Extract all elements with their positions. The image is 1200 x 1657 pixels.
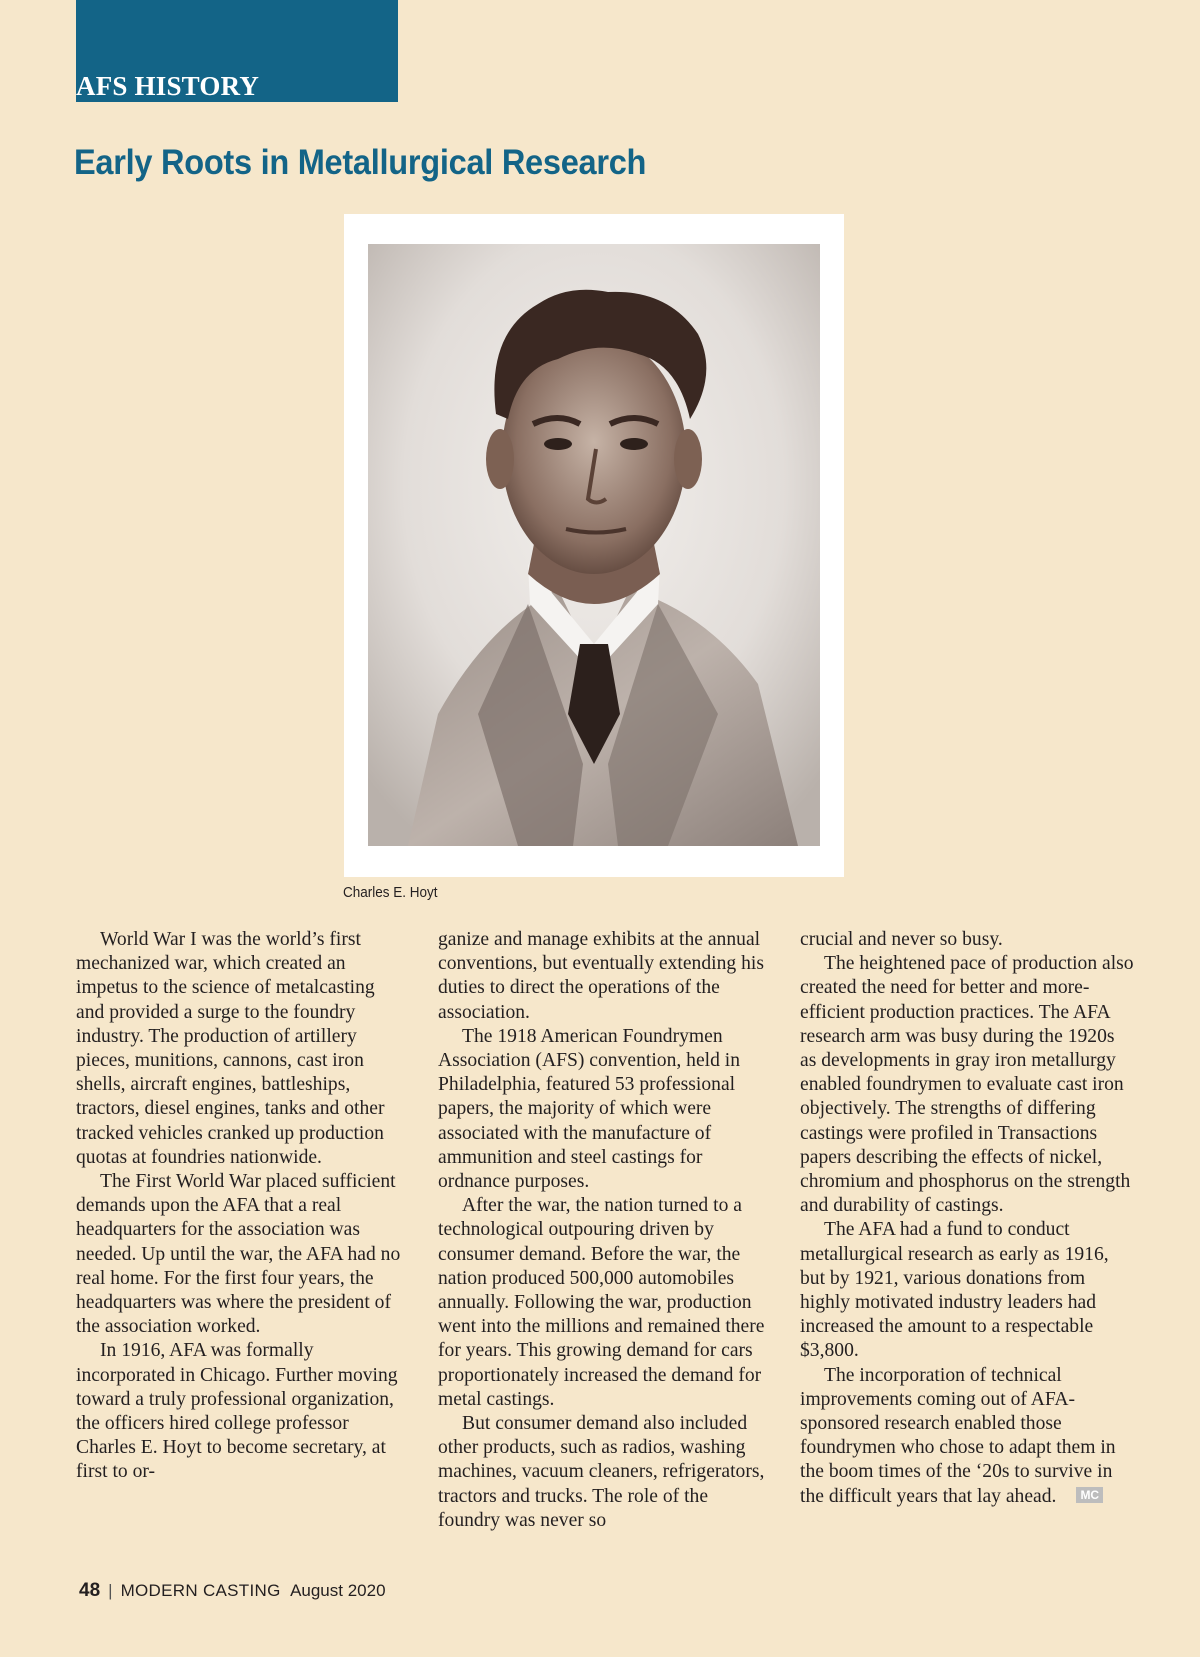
paragraph: The First World War placed sufficient demands upon the AFA that a real headquarters for the association was needed. Up until the war, the AFA had no real home. For the first four years, the headquarters was where the president of the association worked. <box>76 1171 401 1338</box>
paragraph: After the war, the nation turned to a technological outpouring driven by consumer demand. Before the war, the nation produced 500,000 automobiles annually. Following the war, production went into the millions and remained there for years. This growing demand for cars proportionately increased the demand for metal castings. <box>438 1195 765 1410</box>
paragraph: crucial and never so busy. <box>800 929 1003 950</box>
article-column-2 <box>438 928 768 1533</box>
paragraph: The heightened pace of production also created the need for better and more-efficient production practices. The AFA research arm was busy during the 1920s as developments in gray iron metallurgy enabled foundrymen to evaluate cast iron objectively. The strengths of differing castings were profiled in Transactions papers describing the effects of nickel, chromium and phosphorus on the strength and durability of castings. <box>800 953 1134 1217</box>
page-footer <box>79 1580 386 1602</box>
paragraph: The 1918 American Foundrymen Association (AFS) convention, held in Philadelphia, featured 53 professional papers, the majority of which were associated with the manufacture of ammunition and steel castings for ordnance purposes. <box>438 1025 741 1193</box>
paragraph: The AFA had a fund to conduct metallurgical research as early as 1916, but by 1921, various donations from highly motivated industry leaders had increased the amount to a respectable $3,800. <box>800 1219 1109 1362</box>
headline: Early Roots in Metallurgical Research <box>74 143 647 182</box>
section-label: AFS HISTORY <box>76 71 260 101</box>
publication-name: MODERN CASTING <box>120 1581 281 1600</box>
paragraph: In 1916, AFA was formally incorporated in Chicago. Further moving toward a truly professional organization, the officers hired college professor Charles E. Hoyt to become secretary, at first to or- <box>76 1340 398 1483</box>
end-mark-badge: MC <box>1076 1487 1103 1503</box>
footer-separator: | <box>108 1581 113 1600</box>
issue-date: August 2020 <box>290 1581 386 1600</box>
portrait-photo <box>368 244 820 846</box>
paragraph: But consumer demand also included other products, such as radios, washing machines, vacuum cleaners, refrigerators, tractors and trucks. The role of the foundry was never so <box>438 1413 765 1531</box>
paragraph: World War I was the world’s first mechanized war, which created an impetus to the science of metalcasting and provided a surge to the foundry industry. The production of artillery pieces, munitions, cannons, cast iron shells, aircraft engines, battleships, tractors, diesel engines, tanks and other tracked vehicles cranked up production quotas at foundries nationwide. <box>76 929 385 1168</box>
photo-frame <box>344 214 844 877</box>
article-column-1 <box>76 928 406 1485</box>
paragraph: ganize and manage exhibits at the annual conventions, but eventually extending his duties to direct the operations of the association. <box>438 929 764 1023</box>
article-column-3 <box>800 928 1135 1509</box>
photo-caption: Charles E. Hoyt <box>343 884 438 901</box>
paragraph-text: The incorporation of technical improvements coming out of AFA-sponsored research enabled those foundrymen who chose to adapt them in the boom times of the ‘20s to survive in the difficult years that lay ahead. <box>800 1364 1116 1507</box>
page-number: 48 <box>79 1580 101 1601</box>
last-paragraph <box>800 1364 1135 1509</box>
